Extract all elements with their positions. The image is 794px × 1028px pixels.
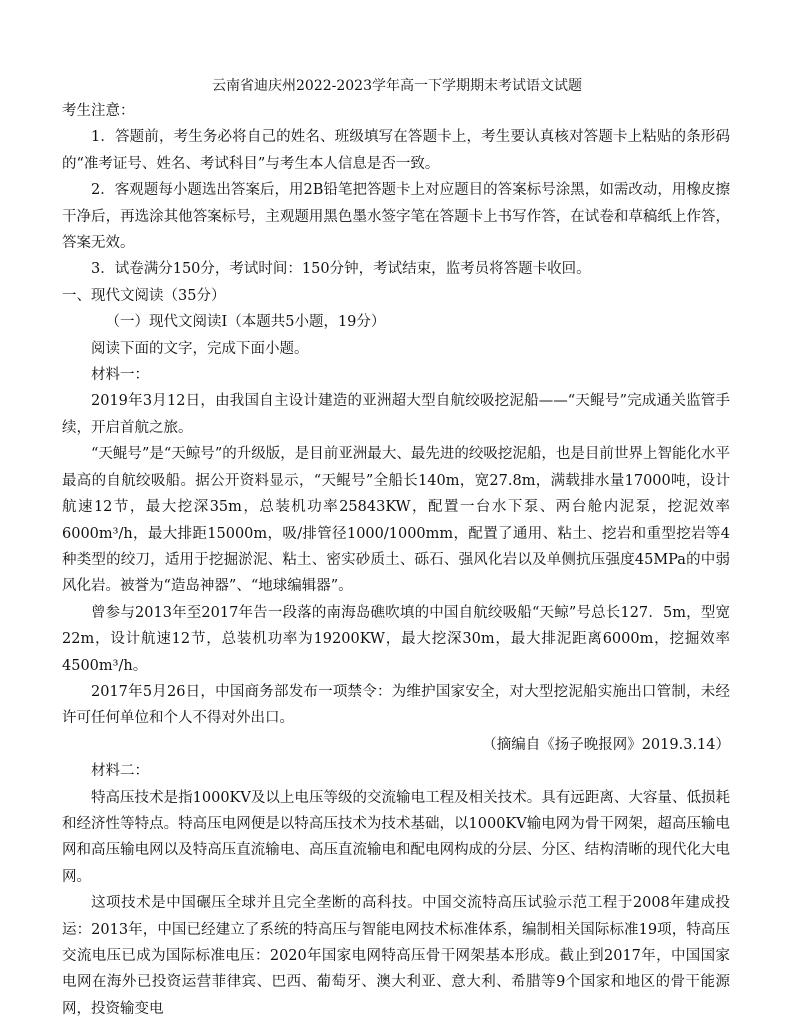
exam-content: [62, 98, 730, 1022]
section-heading: 一、现代文阅读（35分）: [62, 287, 226, 304]
material1-paragraph: 曾参与2013年至2017年告一段落的南海岛礁吹填的中国自航绞吸船“天鲸”号总长127．5m，型宽22m，设计航速12节，总装机功率为19200KW，最大挖深30m，最大排泥距离6000m，挖掘效率4500m³/h。: [62, 604, 730, 674]
material2-paragraph: 这项技术是中国碾压全球并且完全垄断的高科技。中国交流特高压试验示范工程于2008年建成投运：2013年，中国已经建立了系统的特高压与智能电网技术标准体系，编制相关国际标准19项，特高压交流电压已成为国际标准电压：2020年国家电网特高压骨干网架基本形成。截止到2017年，中国国家电网在海外已投资运营菲律宾、巴西、葡萄牙、澳大利亚、意大利、希腊等9个国家和地区的骨干能源网，投资输变电: [62, 895, 730, 1017]
material1-paragraph: “天鲲号”是“天鲸号”的升级版，是目前亚洲最大、最先进的绞吸挖泥船，也是目前世界上智能化水平最高的自航绞吸船。据公开资料显示，“天鲲号”全船长140m，宽27.8m，满载排水量17000吨，设计航速12节，最大挖深35m，总装机功率25843KW，配置一台水下泵、两台舱内泥泵，挖泥效率6000m³/h，最大排距15000m，吸/排管径1000/1000mm，配置了通用、粘土、挖岩和重型挖岩等4种类型的绞刀，适用于挖掘淤泥、粘土、密实砂质土、砾石、强风化岩以及单侧抗压强度45MPa的中弱风化岩。被誉为“造岛神器”、“地球编辑器”。: [62, 446, 730, 595]
material2-label: 材料二：: [91, 763, 149, 780]
notice-item-3: 3．试卷满分150分，考试时间：150分钟，考试结束，监考员将答题卡收回。: [91, 261, 591, 278]
material1-paragraph: 2017年5月26日，中国商务部发布一项禁令：为维护国家安全，对大型挖泥船实施出口管制，未经许可任何单位和个人不得对外出口。: [62, 683, 730, 727]
notice-item-2: 2．客观题每小题选出答案后，用2B铅笔把答题卡上对应题目的答案标号涂黑，如需改动，用橡皮擦干净后，再选涂其他答案标号，主观题用黑色墨水签字笔在答题卡上书写作答，在试卷和草稿纸上作答，答案无效。: [62, 182, 730, 252]
notice-item-1: 1．答题前，考生务必将自己的姓名、班级填写在答题卡上，考生要认真核对答题卡上粘贴的条形码的“准考证号、姓名、考试科目”与考生本人信息是否一致。: [62, 129, 730, 172]
material1-source: （摘编自《扬子晚报网》2019.3.14）: [482, 736, 730, 753]
section-subheading: （一）现代文阅读Ⅰ（本题共5小题，19分）: [105, 314, 386, 331]
section-instruction: 阅读下面的文字，完成下面小题。: [91, 340, 309, 357]
material1-label: 材料一：: [91, 367, 149, 384]
notice-heading: 考生注意：: [62, 103, 135, 119]
material1-paragraph: 2019年3月12日，由我国自主设计建造的亚洲超大型自航绞吸挖泥船——“天鲲号”完成通关监管手续，开启首航之旅。: [62, 393, 730, 436]
material2-paragraph: 特高压技术是指1000KV及以上电压等级的交流输电工程及相关技术。具有远距离、大容量、低损耗和经济性等特点。特高压电网便是以特高压技术为技术基础，以1000KV输电网为骨干网架，超高压输电网和高压输电网以及特高压直流输电、高压直流输电和配电网构成的分层、分区、结构清晰的现代化大电网。: [62, 789, 730, 885]
page-title: 云南省迪庆州2022-2023学年高一下学期期末考试语文试题: [212, 78, 582, 94]
